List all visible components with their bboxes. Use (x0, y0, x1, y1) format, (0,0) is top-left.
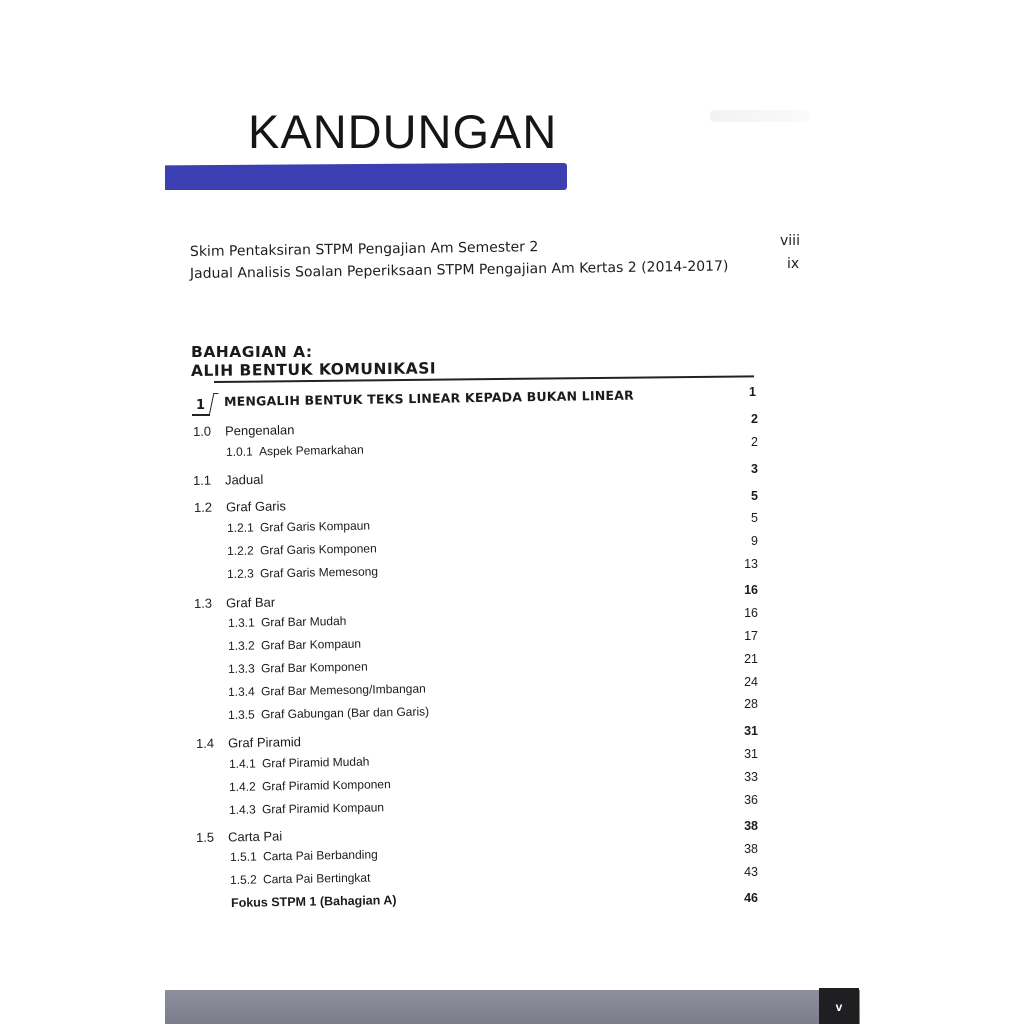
toc-label: Jadual (224, 471, 264, 488)
chapter-bracket (209, 393, 219, 416)
toc-label: Graf Bar (225, 594, 276, 611)
toc-label: Graf Piramid (227, 734, 302, 751)
toc-number: 1.3 (193, 595, 213, 611)
toc-number: 1.4 (195, 735, 215, 751)
toc-page-number: 21 (744, 652, 758, 666)
toc-page-number: 3 (751, 462, 758, 476)
toc-subsection-row (227, 564, 378, 581)
front-matter-page-1: viii (780, 233, 800, 249)
footer-page-number: v (819, 988, 859, 1024)
toc-page-number: 9 (751, 534, 758, 548)
toc-page-number: 33 (744, 770, 758, 784)
toc-label: Graf Garis Komponen (259, 541, 377, 558)
toc-number: 1.1 (192, 472, 212, 488)
fokus-entry: Fokus STPM 1 (Bahagian A) (230, 893, 397, 910)
toc-number: 1.0.1 (225, 444, 253, 459)
toc-label: Graf Garis Kompaun (259, 518, 371, 535)
toc-label: Graf Bar Memesong/Imbangan (260, 681, 426, 699)
toc-subsection-row (229, 800, 384, 817)
toc-page-number: 31 (744, 747, 758, 761)
toc-page-number: 43 (744, 865, 758, 879)
toc-page-number: 31 (744, 724, 758, 738)
toc-number: 1.2.2 (226, 543, 254, 558)
toc-label: Graf Garis (225, 498, 287, 515)
toc-subsection-row (230, 847, 378, 864)
toc-page-number: 38 (744, 842, 758, 856)
front-matter-page-2: ix (787, 256, 800, 272)
toc-number: 1.2.3 (226, 566, 254, 581)
toc-label: Pengenalan (224, 422, 295, 439)
toc-section-row (193, 422, 295, 439)
toc-subsection-row (230, 871, 371, 887)
toc-number: 1.5 (195, 829, 215, 845)
toc-subsection-row (229, 755, 370, 771)
toc-subsection-row (227, 541, 377, 558)
toc-number: 1.3.4 (227, 684, 255, 699)
toc-number: 1.2 (193, 499, 213, 515)
toc-section-row (194, 595, 275, 611)
toc-number: 1.3.3 (227, 661, 255, 676)
toc-section-row (194, 498, 286, 515)
toc-number: 1.5.1 (229, 849, 257, 864)
chapter-page-number: 1 (749, 385, 756, 399)
toc-number: 1.4.1 (228, 756, 256, 771)
toc-number: 1.5.2 (229, 872, 257, 887)
chapter-title: MENGALIH BENTUK TEKS LINEAR KEPADA BUKAN LINEAR (223, 387, 634, 409)
toc-page-number: 46 (744, 891, 758, 905)
toc-number: 1.3.5 (227, 707, 255, 722)
toc-page-number: 17 (744, 629, 758, 643)
toc-page-number: 36 (744, 793, 758, 807)
toc-number: 1.4.3 (228, 802, 256, 817)
toc-label: Graf Garis Memesong (259, 564, 379, 581)
toc-label: Carta Pai Berbanding (262, 847, 378, 864)
toc-subsection-row (228, 660, 368, 676)
toc-subsection-row (228, 682, 426, 699)
toc-subsection-row (227, 519, 370, 535)
toc-subsection-row (228, 704, 429, 722)
toc-label: Aspek Pemarkahan (258, 442, 364, 459)
toc-number: 1.0 (192, 423, 212, 439)
toc-subsection-row (228, 614, 347, 630)
toc-label: Carta Pai Bertingkat (262, 870, 371, 887)
front-matter-item-2: Jadual Analisis Soalan Peperiksaan STPM Pengajian Am Kertas 2 (2014-2017) (189, 258, 729, 282)
toc-label: Graf Bar Komponen (260, 659, 368, 676)
toc-page-number: 2 (751, 412, 758, 426)
toc-page-number: 5 (751, 511, 758, 525)
toc-label: Graf Piramid Mudah (261, 754, 370, 771)
title-underline-bar (165, 163, 567, 190)
toc-label: Graf Bar Mudah (260, 613, 347, 630)
toc-label: Graf Gabungan (Bar dan Garis) (260, 704, 430, 722)
page-title: KANDUNGAN (248, 105, 558, 158)
toc-page-number: 16 (744, 606, 758, 620)
toc-label: Graf Piramid Komponen (261, 777, 391, 794)
toc-page-number: 38 (744, 819, 758, 833)
toc-number: 1.4.2 (228, 779, 256, 794)
bleed-through-shadow (710, 110, 810, 122)
chapter-number-underline (192, 414, 210, 416)
toc-page-number: 24 (744, 675, 758, 689)
toc-number: 1.3.1 (227, 615, 255, 630)
toc-page-number: 28 (744, 697, 758, 711)
toc-label: Graf Bar Kompaun (260, 636, 362, 653)
section-heading-line1: BAHAGIAN A: (191, 343, 313, 361)
footer-band (165, 990, 860, 1024)
section-heading-line2: ALIH BENTUK KOMUNIKASI (190, 359, 437, 380)
toc-subsection-row (229, 777, 391, 794)
toc-number: 1.2.1 (226, 520, 254, 535)
toc-subsection-row (226, 443, 364, 459)
toc-page-number: 2 (751, 435, 758, 449)
toc-label: Carta Pai (227, 828, 283, 845)
toc-page-number: 16 (744, 583, 758, 597)
chapter-number: 1 (196, 398, 206, 413)
toc-section-row (196, 734, 301, 751)
toc-page-number: 5 (751, 489, 758, 503)
toc-page-number: 13 (744, 557, 758, 571)
toc-section-row (196, 828, 282, 845)
toc-label: Graf Piramid Kompaun (261, 800, 385, 817)
front-matter-item-1: Skim Pentaksiran STPM Pengajian Am Semester 2 (189, 239, 539, 260)
toc-subsection-row (228, 637, 361, 653)
toc-section-row (193, 472, 264, 488)
toc-number: 1.3.2 (227, 638, 255, 653)
